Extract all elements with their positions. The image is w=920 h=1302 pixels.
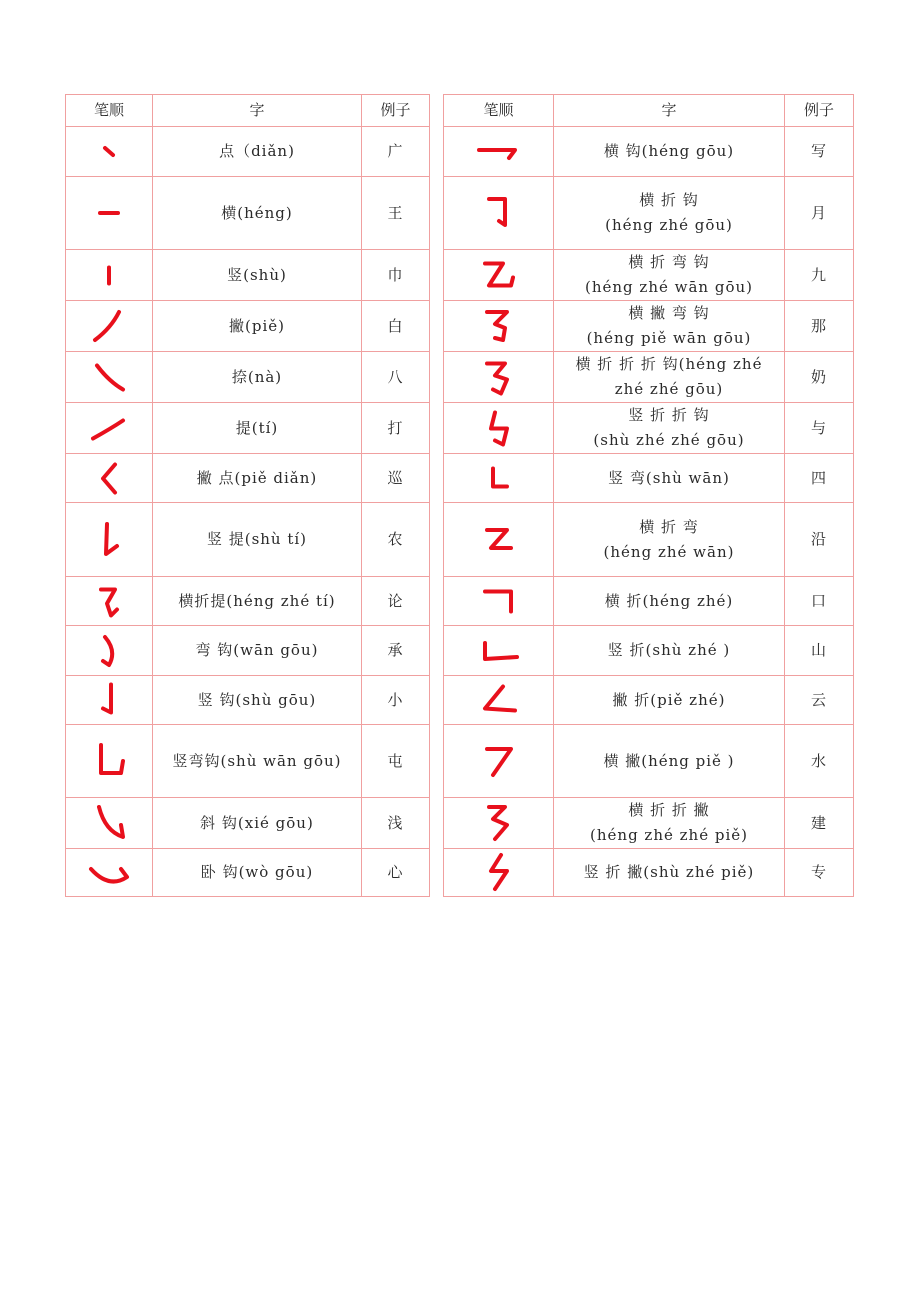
stroke-name-left (153, 577, 362, 626)
stroke-name-line1: 竖 折(shù zhé ) (607, 641, 731, 659)
example-char-right (785, 725, 854, 798)
column-gap (430, 250, 444, 301)
stroke-name-text: 竖 提(shù tí) (206, 530, 308, 548)
stroke-row (66, 301, 854, 352)
dian-stroke-icon (87, 130, 131, 174)
example-char-left (362, 301, 430, 352)
stroke-row (66, 849, 854, 897)
stroke-name-text: 竖弯钩(shù wān gōu) (172, 751, 342, 770)
example-char-right (785, 127, 854, 177)
example-char-text: 小 (387, 690, 404, 709)
stroke-name-left (153, 725, 362, 798)
example-char-left (362, 725, 430, 798)
column-gap (430, 676, 444, 725)
example-char-right (785, 626, 854, 676)
example-char-right (785, 454, 854, 503)
stroke-cell-right (444, 849, 554, 897)
example-char-text: 论 (387, 591, 404, 610)
heng-pie-wan-gou-stroke-icon (471, 304, 527, 348)
example-char-left (362, 676, 430, 725)
header-char-right: 字 (554, 95, 785, 127)
column-gap (430, 725, 444, 798)
stroke-cell-right (444, 127, 554, 177)
stroke-name-line1: 竖 折 撇(shù zhé piě) (583, 863, 755, 881)
stroke-name-left (153, 250, 362, 301)
shu-wan-stroke-icon (471, 457, 527, 500)
stroke-cell-left (66, 503, 153, 577)
example-char-text: 沿 (810, 530, 827, 548)
example-char-text: 奶 (810, 367, 827, 386)
stroke-row (66, 177, 854, 250)
example-char-text: 月 (810, 203, 827, 222)
stroke-cell-left (66, 250, 153, 301)
example-char-left (362, 849, 430, 897)
stroke-name-line2: (héng piě wān gōu) (586, 329, 752, 347)
stroke-name-left (153, 177, 362, 250)
stroke-name-left (153, 503, 362, 577)
heng-zhe-wan-gou-stroke-icon (471, 254, 527, 297)
stroke-table (65, 94, 854, 897)
shu-zhe-zhe-gou-stroke-icon (471, 407, 527, 450)
stroke-name-left (153, 127, 362, 177)
pie-zhe-stroke-icon (471, 679, 527, 722)
stroke-cell-right (444, 250, 554, 301)
example-char-left (362, 798, 430, 849)
stroke-name-line1: 竖 弯(shù wān) (608, 468, 730, 487)
stroke-name-right (554, 725, 785, 798)
stroke-name-line2: zhé zhé gōu) (614, 380, 724, 398)
stroke-name-line1: 竖 折 折 钩 (628, 406, 710, 424)
stroke-cell-left (66, 577, 153, 626)
stroke-name-text: 撇(piě) (229, 316, 285, 335)
example-char-right (785, 352, 854, 403)
example-char-left (362, 403, 430, 454)
header-stroke-right: 笔顺 (444, 95, 554, 127)
stroke-cell-left (66, 798, 153, 849)
column-gap (430, 798, 444, 849)
example-char-text: 承 (387, 641, 404, 659)
example-char-right (785, 177, 854, 250)
stroke-name-left (153, 301, 362, 352)
stroke-name-line2: (héng zhé wān gōu) (585, 278, 753, 296)
example-char-text: 九 (810, 265, 827, 284)
shu-zhe-stroke-icon (471, 629, 527, 673)
example-char-text: 建 (810, 813, 827, 832)
stroke-row (66, 403, 854, 454)
shu-gou-stroke-icon (87, 679, 131, 722)
stroke-name-right (554, 352, 785, 403)
header-example-left: 例子 (362, 95, 430, 127)
example-char-text: 浅 (387, 813, 404, 832)
stroke-name-line1: 横 折 折 撇 (628, 801, 710, 819)
stroke-cell-left (66, 454, 153, 503)
stroke-name-text: 撇 点(piě diǎn) (196, 468, 318, 487)
example-char-right (785, 301, 854, 352)
stroke-name-right (554, 626, 785, 676)
stroke-name-right (554, 577, 785, 626)
stroke-name-right (554, 503, 785, 577)
stroke-name-line2: (héng zhé gōu) (605, 216, 733, 234)
stroke-name-right (554, 676, 785, 725)
example-char-right (785, 403, 854, 454)
column-gap (430, 503, 444, 577)
stroke-cell-left (66, 676, 153, 725)
example-char-left (362, 503, 430, 577)
column-gap (430, 403, 444, 454)
stroke-cell-right (444, 626, 554, 676)
example-char-right (785, 798, 854, 849)
example-char-text: 与 (810, 418, 827, 437)
example-char-text: 农 (387, 530, 404, 548)
example-char-text: 山 (810, 641, 827, 659)
stroke-row (66, 725, 854, 798)
stroke-name-line1: 横 折 弯 (639, 517, 699, 536)
stroke-name-right (554, 403, 785, 454)
example-char-text: 白 (387, 316, 404, 335)
stroke-name-text: 横(héng) (221, 203, 293, 222)
stroke-name-right (554, 454, 785, 503)
column-gap (430, 626, 444, 676)
example-char-left (362, 577, 430, 626)
stroke-name-right (554, 301, 785, 352)
example-char-right (785, 577, 854, 626)
column-gap (430, 127, 444, 177)
stroke-cell-left (66, 626, 153, 676)
shu-ti-stroke-icon (87, 518, 131, 562)
column-gap (430, 849, 444, 897)
stroke-cell-left (66, 849, 153, 897)
stroke-cell-right (444, 352, 554, 403)
column-gap (430, 352, 444, 403)
pie-stroke-icon (87, 304, 131, 348)
pie-dian-stroke-icon (87, 457, 131, 500)
stroke-name-line1: 横 折 钩 (639, 191, 699, 209)
stroke-name-text: 竖 钩(shù gōu) (197, 690, 317, 709)
heng-zhe-ti-stroke-icon (87, 580, 131, 623)
stroke-cell-left (66, 352, 153, 403)
heng-zhe-gou-stroke-icon (471, 191, 527, 235)
header-example-right: 例子 (785, 95, 854, 127)
stroke-cell-right (444, 676, 554, 725)
stroke-row (66, 503, 854, 577)
example-char-left (362, 454, 430, 503)
header-stroke-left: 笔顺 (66, 95, 153, 127)
stroke-name-text: 弯 钩(wān gōu) (195, 641, 319, 659)
column-gap (430, 177, 444, 250)
stroke-cell-right (444, 798, 554, 849)
example-char-right (785, 676, 854, 725)
example-char-left (362, 352, 430, 403)
shu-zhe-pie-stroke-icon (471, 852, 527, 894)
stroke-name-line1: 横 钩(héng gōu) (603, 142, 735, 160)
stroke-cell-left (66, 127, 153, 177)
stroke-name-line1: 横 折(héng zhé) (604, 591, 734, 610)
example-char-left (362, 250, 430, 301)
heng-zhe-wan-stroke-icon (471, 518, 527, 562)
stroke-name-left (153, 849, 362, 897)
stroke-name-text: 点（diǎn) (219, 142, 295, 160)
wan-gou-stroke-icon (87, 629, 131, 673)
example-char-right (785, 503, 854, 577)
stroke-name-line1: 横 撇(héng piě ) (603, 751, 735, 770)
wo-gou-stroke-icon (87, 852, 131, 894)
xie-gou-stroke-icon (87, 801, 131, 845)
stroke-name-line1: 横 折 折 折 钩(héng zhé (575, 355, 763, 373)
stroke-cell-right (444, 503, 554, 577)
stroke-name-text: 提(tí) (235, 418, 279, 437)
stroke-row (66, 454, 854, 503)
example-char-text: 王 (387, 203, 404, 222)
heng-zhe-stroke-icon (471, 580, 527, 623)
example-char-text: 口 (810, 591, 827, 610)
stroke-name-left (153, 626, 362, 676)
stroke-name-line1: 横 折 弯 钩 (628, 253, 710, 271)
example-char-left (362, 626, 430, 676)
stroke-cell-right (444, 577, 554, 626)
example-char-text: 巾 (387, 265, 404, 284)
stroke-name-text: 捺(nà) (231, 367, 283, 386)
na-stroke-icon (87, 356, 131, 399)
stroke-name-left (153, 676, 362, 725)
stroke-row (66, 626, 854, 676)
stroke-name-left (153, 403, 362, 454)
stroke-cell-left (66, 403, 153, 454)
example-char-left (362, 177, 430, 250)
example-char-text: 专 (810, 863, 827, 881)
example-char-text: 屯 (387, 751, 404, 770)
stroke-row (66, 577, 854, 626)
column-gap (430, 95, 444, 127)
stroke-cell-right (444, 403, 554, 454)
shu-stroke-icon (87, 254, 131, 297)
heng-stroke-icon (87, 191, 131, 235)
stroke-name-left (153, 352, 362, 403)
stroke-name-right (554, 798, 785, 849)
stroke-cell-left (66, 725, 153, 798)
stroke-name-text: 竖(shù) (227, 265, 287, 284)
column-gap (430, 301, 444, 352)
example-char-text: 写 (810, 142, 827, 160)
stroke-name-line2: (héng zhé wān) (603, 542, 735, 561)
stroke-name-line1: 撇 折(piě zhé) (612, 690, 726, 709)
stroke-name-left (153, 454, 362, 503)
heng-pie-stroke-icon (471, 739, 527, 783)
stroke-name-right (554, 849, 785, 897)
stroke-name-text: 斜 钩(xié gōu) (200, 813, 314, 832)
heng-zhe-zhe-zhe-gou-stroke-icon (471, 356, 527, 399)
heng-zhe-zhe-pie-stroke-icon (471, 801, 527, 845)
example-char-text: 水 (810, 751, 827, 770)
stroke-row (66, 127, 854, 177)
stroke-name-right (554, 177, 785, 250)
stroke-name-right (554, 250, 785, 301)
column-gap (430, 454, 444, 503)
ti-stroke-icon (87, 407, 131, 450)
header-char-left: 字 (153, 95, 362, 127)
stroke-name-line2: (héng zhé zhé piě) (590, 826, 748, 844)
stroke-name-text: 卧 钩(wò gōu) (200, 863, 314, 881)
column-gap (430, 577, 444, 626)
stroke-name-line2: (shù zhé zhé gōu) (593, 431, 745, 449)
header-row (66, 95, 854, 127)
example-char-text: 广 (387, 142, 404, 160)
example-char-text: 四 (810, 468, 827, 487)
stroke-row (66, 352, 854, 403)
stroke-name-right (554, 127, 785, 177)
example-char-right (785, 849, 854, 897)
heng-gou-stroke-icon (471, 130, 527, 174)
example-char-text: 心 (387, 863, 404, 881)
example-char-text: 巡 (387, 468, 404, 487)
stroke-row (66, 250, 854, 301)
stroke-name-line1: 横 撇 弯 钩 (628, 304, 710, 322)
shu-wan-gou-stroke-icon (87, 739, 131, 783)
stroke-name-text: 横折提(héng zhé tí) (178, 591, 336, 610)
example-char-left (362, 127, 430, 177)
example-char-text: 八 (387, 367, 404, 386)
stroke-cell-right (444, 301, 554, 352)
stroke-row (66, 676, 854, 725)
stroke-cell-left (66, 177, 153, 250)
stroke-row (66, 798, 854, 849)
stroke-cell-right (444, 177, 554, 250)
stroke-cell-right (444, 454, 554, 503)
example-char-text: 打 (387, 418, 404, 437)
example-char-text: 那 (810, 316, 827, 335)
stroke-cell-right (444, 725, 554, 798)
example-char-text: 云 (810, 690, 827, 709)
stroke-name-left (153, 798, 362, 849)
example-char-right (785, 250, 854, 301)
stroke-cell-left (66, 301, 153, 352)
